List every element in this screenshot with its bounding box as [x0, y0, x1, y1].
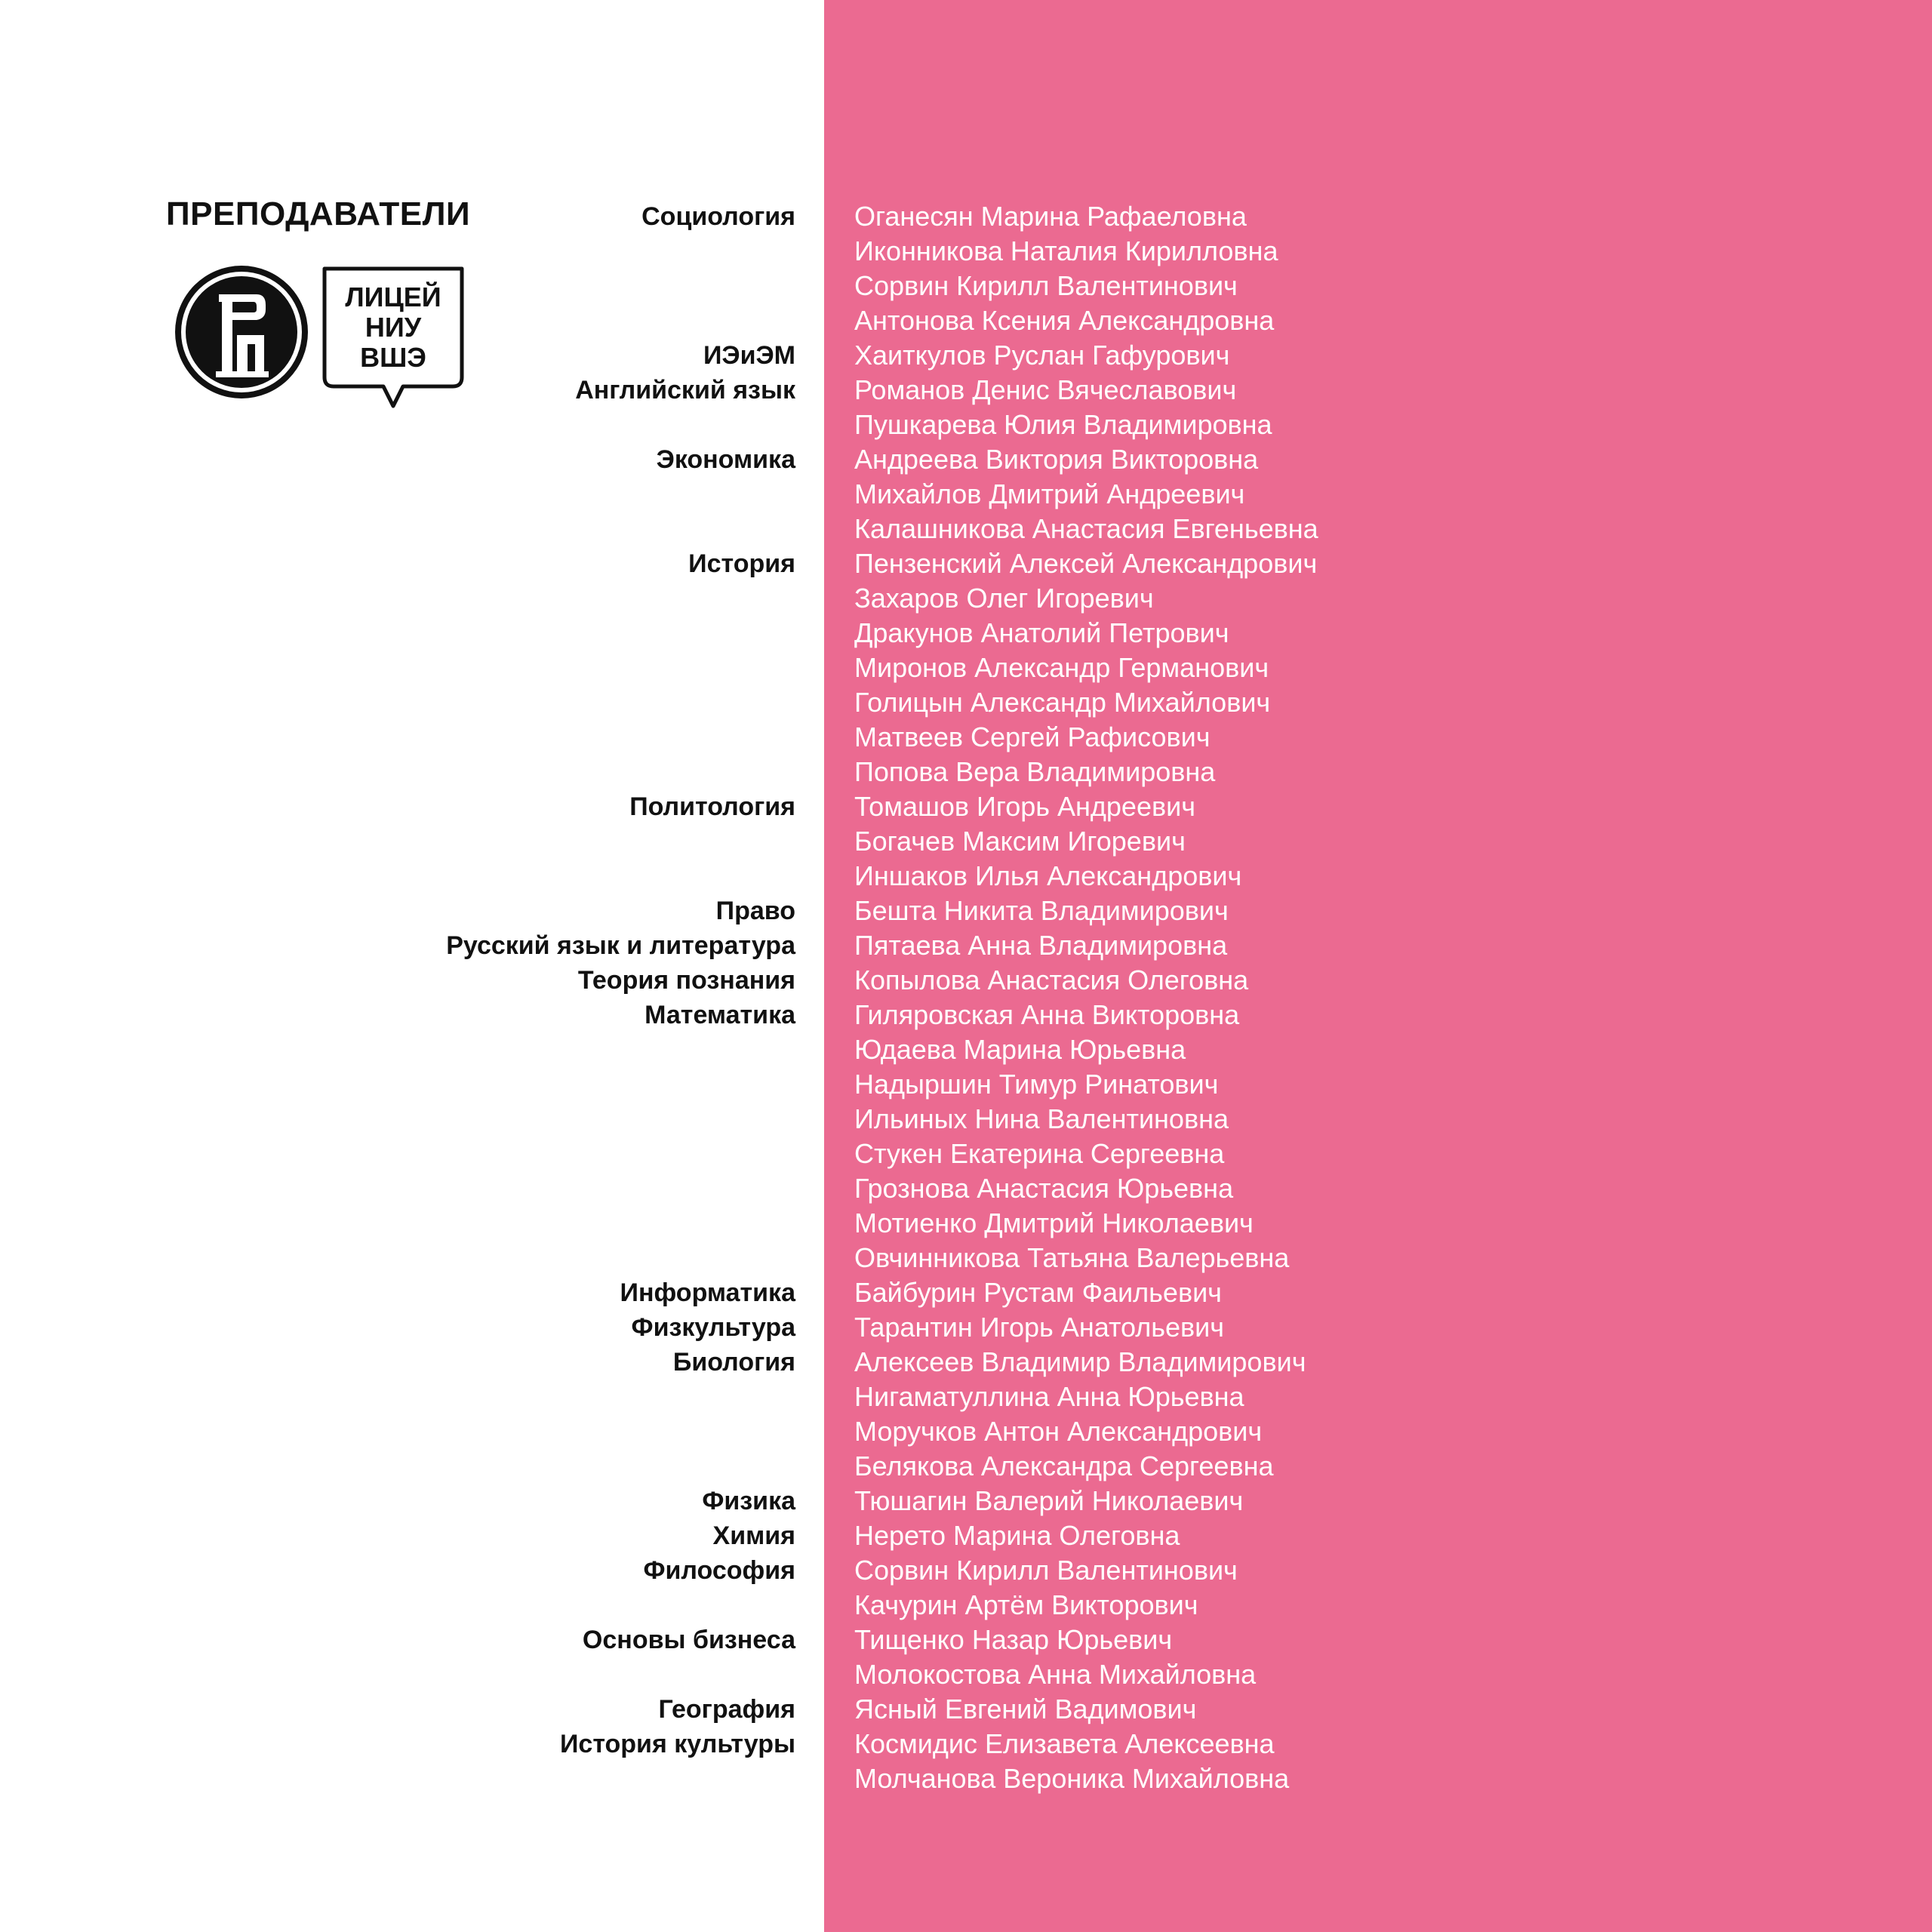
teacher-name: Белякова Александра Сергеевна [854, 1451, 1274, 1481]
subject-spacer [446, 477, 795, 512]
subject-spacer [446, 1171, 795, 1206]
teacher-name: Михайлов Дмитрий Андреевич [854, 478, 1245, 509]
teacher-name: Антонова Ксения Александровна [854, 305, 1275, 336]
subject-label: Физкультура [631, 1313, 795, 1342]
subject-label: Биология [672, 1348, 795, 1377]
teacher-name: Ясный Евгений Вадимович [854, 1694, 1197, 1724]
subject-label: Политология [629, 792, 795, 821]
teacher-name: Попова Вера Владимировна [854, 756, 1216, 787]
teacher-name: Нигаматуллина Анна Юрьевна [854, 1381, 1244, 1412]
teacher-name: Юдаева Марина Юрьевна [854, 1034, 1186, 1065]
subject-spacer [446, 512, 795, 546]
subject-spacer [446, 720, 795, 755]
subject-spacer [446, 1206, 795, 1241]
teacher-name: Томашов Игорь Андреевич [854, 791, 1195, 822]
teacher-name: Надыршин Тимур Ринатович [854, 1069, 1219, 1100]
subject-spacer [446, 616, 795, 651]
subject-spacer [446, 1102, 795, 1137]
lyceum-logo-line-3: ВШЭ [360, 342, 426, 373]
teacher-name: Овчинникова Татьяна Валерьевна [854, 1242, 1290, 1273]
teacher-name: Дракунов Анатолий Петрович [854, 617, 1229, 648]
subject-label: Химия [712, 1521, 795, 1550]
subject-spacer [446, 1032, 795, 1067]
subject-spacer [446, 1657, 795, 1692]
teacher-name: Гиляровская Анна Викторовна [854, 999, 1240, 1030]
teacher-name: Пятаева Анна Владимировна [854, 930, 1228, 961]
subject-spacer [446, 1761, 795, 1796]
lyceum-logo-line-1: ЛИЦЕЙ [345, 281, 441, 312]
subject-label: Экономика [656, 445, 795, 474]
teacher-name: Качурин Артём Викторович [854, 1589, 1198, 1620]
teacher-name: Молокостова Анна Михайловна [854, 1659, 1257, 1690]
subject-spacer [446, 269, 795, 303]
subject-spacer [446, 685, 795, 720]
subject-spacer [446, 581, 795, 616]
teacher-name: Бешта Никита Владимирович [854, 895, 1229, 926]
page-title: ПРЕПОДАВАТЕЛИ [166, 195, 471, 232]
teacher-name: Алексеев Владимир Владимирович [854, 1346, 1306, 1377]
teacher-name: Тарантин Игорь Анатольевич [854, 1312, 1225, 1343]
teacher-name: Мотиенко Дмитрий Николаевич [854, 1208, 1254, 1238]
teacher-name: Романов Денис Вячеславович [854, 374, 1237, 405]
subject-label: Философия [643, 1556, 795, 1585]
teacher-name: Пензенский Алексей Александрович [854, 548, 1318, 579]
subject-spacer [446, 1449, 795, 1484]
teacher-name: Сорвин Кирилл Валентинович [854, 1555, 1238, 1586]
subject-spacer [446, 824, 795, 859]
subject-label: ИЭиЭМ [703, 341, 795, 370]
teacher-name: Захаров Олег Игоревич [854, 583, 1154, 614]
teacher-name: Миронов Александр Германович [854, 652, 1269, 683]
subject-spacer [446, 1137, 795, 1171]
subjects-column [446, 199, 795, 1796]
subject-label: История [688, 549, 795, 578]
teacher-name: Богачев Максим Игоревич [854, 826, 1186, 857]
subject-spacer [446, 1067, 795, 1102]
subject-spacer [446, 1588, 795, 1623]
teacher-name: Иконникова Наталия Кирилловна [854, 235, 1278, 266]
hse-seal-logo [172, 263, 311, 401]
subject-label: Информатика [620, 1278, 795, 1307]
teacher-name: Калашникова Анастасия Евгеньевна [854, 513, 1318, 544]
teacher-name: Стукен Екатерина Сергеевна [854, 1138, 1225, 1169]
teacher-name: Хаиткулов Руслан Гафурович [854, 340, 1230, 371]
subject-label: Русский язык и литература [446, 931, 795, 960]
teacher-name: Космидис Елизавета Алексеевна [854, 1728, 1275, 1759]
teacher-name: Молчанова Вероника Михайловна [854, 1763, 1290, 1794]
teacher-name: Моручков Антон Александрович [854, 1416, 1263, 1447]
teacher-name: Копылова Анастасия Олеговна [854, 964, 1249, 995]
lyceum-shield-logo [320, 264, 466, 412]
subject-label: История культуры [559, 1730, 795, 1758]
teacher-name: Нерето Марина Олеговна [854, 1520, 1180, 1551]
teacher-name: Грознова Анастасия Юрьевна [854, 1173, 1234, 1204]
subject-spacer [446, 303, 795, 338]
teacher-name: Иншаков Илья Александрович [854, 860, 1242, 891]
teacher-name: Андреева Виктория Викторовна [854, 444, 1259, 475]
teacher-name: Голицын Александр Михайлович [854, 687, 1271, 718]
subject-spacer [446, 234, 795, 269]
teacher-name: Ильиных Нина Валентиновна [854, 1103, 1229, 1134]
teacher-name: Байбурин Рустам Фаильевич [854, 1277, 1222, 1308]
subject-label: География [658, 1695, 795, 1724]
subject-spacer [446, 859, 795, 894]
subject-spacer [446, 408, 795, 442]
subject-spacer [446, 755, 795, 789]
teacher-name: Пушкарева Юлия Владимировна [854, 409, 1272, 440]
teacher-name: Тищенко Назар Юрьевич [854, 1624, 1173, 1655]
subject-label: Английский язык [575, 376, 795, 405]
subject-label: Право [715, 897, 795, 925]
subject-spacer [446, 651, 795, 685]
teacher-name: Тюшагин Валерий Николаевич [854, 1485, 1244, 1516]
subject-spacer [446, 1380, 795, 1414]
teacher-name: Матвеев Сергей Рафисович [854, 721, 1211, 752]
teacher-name: Оганесян Марина Рафаеловна [854, 201, 1247, 232]
subject-label: Теория познания [577, 966, 795, 995]
subject-spacer [446, 1241, 795, 1275]
subject-label: Физика [702, 1487, 795, 1515]
subject-label: Математика [645, 1001, 795, 1029]
lyceum-logo-line-2: НИУ [365, 312, 422, 343]
subject-label: Социология [641, 202, 795, 231]
teachers-column [854, 199, 1318, 1796]
subject-spacer [446, 1414, 795, 1449]
subject-label: Основы бизнеса [582, 1626, 795, 1654]
teacher-name: Сорвин Кирилл Валентинович [854, 270, 1238, 301]
